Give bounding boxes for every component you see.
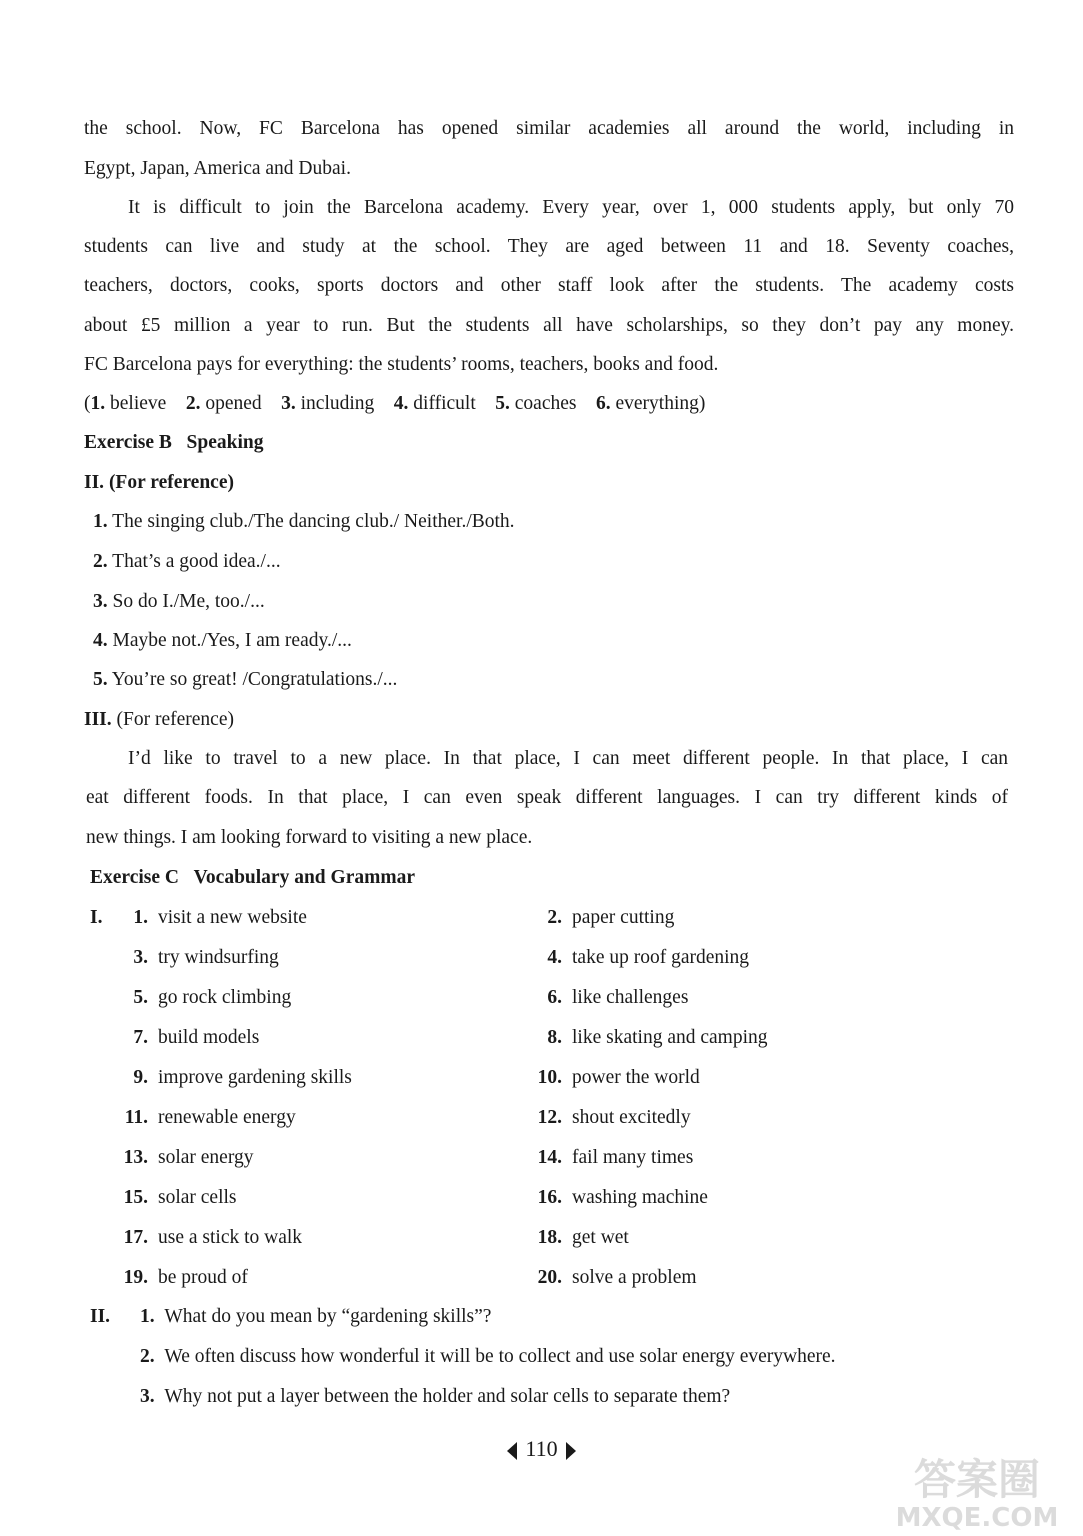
- paragraph-line: I’d like to travel to a new place. In that place, I can meet different people. In that place, I can: [128, 748, 1008, 769]
- list-item: [93, 550, 1023, 574]
- watermark-logo: [877, 1446, 1077, 1532]
- part-heading: [84, 708, 1014, 732]
- list-item: [93, 629, 1023, 653]
- item-text: shout excitedly: [572, 1107, 691, 1128]
- item-number: 2.: [140, 1346, 155, 1367]
- vocab-item: [526, 1186, 708, 1210]
- item-number: 3.: [93, 591, 108, 612]
- vocab-item: [526, 906, 674, 930]
- passage-line: teachers, doctors, cooks, sports doctors and other staff look after the students. The academy costs: [84, 275, 1014, 296]
- vocab-item: [112, 1266, 248, 1290]
- watermark-url: MXQE.COM: [895, 1503, 1059, 1532]
- item-text: You’re so great! /Congratulations./...: [111, 669, 398, 690]
- item-text: The singing club./The dancing club./ Neither./Both.: [112, 511, 515, 532]
- answer-word: opened: [205, 393, 262, 414]
- passage-line: the school. Now, FC Barcelona has opened similar academies all around the world, including in: [84, 118, 1014, 139]
- vocab-item: [112, 1226, 302, 1250]
- vocab-item: [112, 946, 279, 970]
- item-text: paper cutting: [572, 907, 675, 928]
- section-subtitle: Speaking: [186, 432, 264, 453]
- answer-word: everything): [615, 393, 706, 414]
- item-number: 12.: [537, 1107, 562, 1128]
- list-item: [93, 668, 1023, 692]
- item-text: be proud of: [158, 1267, 248, 1288]
- answer-word: including: [300, 393, 375, 414]
- answer-number: 4.: [393, 393, 409, 414]
- item-number: 2.: [93, 551, 108, 572]
- list-item: [140, 1305, 491, 1329]
- vocab-item: [526, 1066, 700, 1090]
- vocab-item: [112, 1026, 259, 1050]
- item-text: power the world: [572, 1067, 700, 1088]
- item-text: Why not put a layer between the holder and solar cells to separate them?: [164, 1386, 731, 1407]
- item-text: solar energy: [158, 1147, 254, 1168]
- item-text: visit a new website: [158, 907, 307, 928]
- vocab-item: [526, 1146, 693, 1170]
- item-number: 17.: [123, 1227, 148, 1248]
- item-text: solve a problem: [572, 1267, 697, 1288]
- left-triangle-icon: [507, 1442, 517, 1460]
- item-number: 8.: [547, 1027, 562, 1048]
- passage-line: It is difficult to join the Barcelona academy. Every year, over 1, 000 students apply, but only 70: [128, 197, 1014, 218]
- answer-number: 6.: [595, 393, 611, 414]
- answer-word: coaches: [514, 393, 577, 414]
- section-subtitle: Vocabulary and Grammar: [193, 867, 415, 888]
- item-text: use a stick to walk: [158, 1227, 303, 1248]
- item-number: 13.: [123, 1147, 148, 1168]
- item-number: 11.: [124, 1107, 148, 1128]
- item-text: go rock climbing: [158, 987, 292, 1008]
- item-text: renewable energy: [158, 1107, 296, 1128]
- vocab-item: [526, 1266, 697, 1290]
- item-number: 18.: [537, 1227, 562, 1248]
- part-heading: [84, 471, 1014, 495]
- vocab-item: [112, 906, 307, 930]
- list-item: [93, 510, 1023, 534]
- item-text: washing machine: [572, 1187, 708, 1208]
- item-number: 16.: [537, 1187, 562, 1208]
- item-text: We often discuss how wonderful it will be to collect and use solar energy everywhere.: [164, 1346, 836, 1367]
- item-number: 20.: [537, 1267, 562, 1288]
- item-number: 1.: [133, 907, 148, 928]
- vocab-item: [526, 1226, 629, 1250]
- part-label: II.: [84, 472, 105, 493]
- passage-line: Egypt, Japan, America and Dubai.: [84, 158, 351, 179]
- part-label: II.: [90, 1306, 111, 1327]
- right-triangle-icon: [566, 1442, 576, 1460]
- item-number: 14.: [537, 1147, 562, 1168]
- part-note: (For reference): [116, 709, 234, 730]
- item-text: like challenges: [572, 987, 689, 1008]
- item-number: 1.: [93, 511, 108, 532]
- item-number: 1.: [140, 1306, 155, 1327]
- item-text: improve gardening skills: [158, 1067, 352, 1088]
- item-number: 6.: [547, 987, 562, 1008]
- item-number: 7.: [133, 1027, 148, 1048]
- vocab-item: [112, 1146, 253, 1170]
- vocab-item: [526, 1106, 691, 1130]
- item-text: take up roof gardening: [572, 947, 750, 968]
- passage-line: FC Barcelona pays for everything: the students’ rooms, teachers, books and food.: [84, 354, 719, 375]
- item-text: get wet: [572, 1227, 629, 1248]
- item-text: like skating and camping: [572, 1027, 768, 1048]
- item-number: 19.: [123, 1267, 148, 1288]
- item-number: 5.: [133, 987, 148, 1008]
- page-number-text: 110: [525, 1436, 558, 1461]
- passage-line: students can live and study at the school. They are aged between 11 and 18. Seventy coaches,: [84, 236, 1014, 257]
- item-number: 4.: [93, 630, 108, 651]
- part-label: III.: [84, 709, 112, 730]
- watermark-text: 答案圈: [913, 1455, 1041, 1504]
- passage-line: about £5 million a year to run. But the students all have scholarships, so they don’t pay any money.: [84, 315, 1014, 336]
- item-number: 3.: [133, 947, 148, 968]
- item-text: What do you mean by “gardening skills”?: [164, 1306, 492, 1327]
- answer-number: 1.: [90, 393, 106, 414]
- answer-number: 5.: [495, 393, 510, 414]
- part-label: I.: [90, 907, 103, 928]
- answer-word: believe: [110, 393, 167, 414]
- item-number: 5.: [93, 669, 108, 690]
- paragraph-line: new things. I am looking forward to visiting a new place.: [86, 827, 533, 848]
- item-text: try windsurfing: [158, 947, 279, 968]
- answer-number: 3.: [281, 393, 296, 414]
- item-number: 10.: [537, 1067, 562, 1088]
- vocab-item: [112, 1186, 237, 1210]
- answer-number: 2.: [185, 393, 201, 414]
- answer-word: difficult: [413, 393, 476, 414]
- item-text: build models: [158, 1027, 260, 1048]
- bracket: (: [84, 393, 91, 414]
- section-heading: [84, 431, 1014, 455]
- item-number: 15.: [123, 1187, 148, 1208]
- part-note: (For reference): [108, 472, 234, 493]
- list-item: [93, 590, 1023, 614]
- answer-key-row: [84, 392, 1014, 416]
- item-number: 9.: [133, 1067, 148, 1088]
- item-number: 4.: [547, 947, 562, 968]
- section-heading: [90, 866, 1020, 890]
- vocab-item: [526, 986, 688, 1010]
- item-text: That’s a good idea./...: [112, 551, 281, 572]
- vocab-item: [526, 946, 749, 970]
- paragraph-line: eat different foods. In that place, I can even speak different languages. I can try different kinds of: [86, 787, 1008, 808]
- item-text: So do I./Me, too./...: [112, 591, 265, 612]
- vocab-item: [112, 1106, 296, 1130]
- item-number: 3.: [140, 1386, 155, 1407]
- item-text: Maybe not./Yes, I am ready./...: [112, 630, 352, 651]
- item-text: solar cells: [158, 1187, 237, 1208]
- vocab-item: [526, 1026, 768, 1050]
- vocab-item: [112, 1066, 352, 1090]
- vocab-item: [112, 986, 291, 1010]
- list-item: [140, 1385, 730, 1409]
- section-title: Exercise B: [84, 432, 172, 453]
- list-item: [140, 1345, 836, 1369]
- section-title: Exercise C: [90, 867, 179, 888]
- item-text: fail many times: [572, 1147, 694, 1168]
- item-number: 2.: [547, 907, 562, 928]
